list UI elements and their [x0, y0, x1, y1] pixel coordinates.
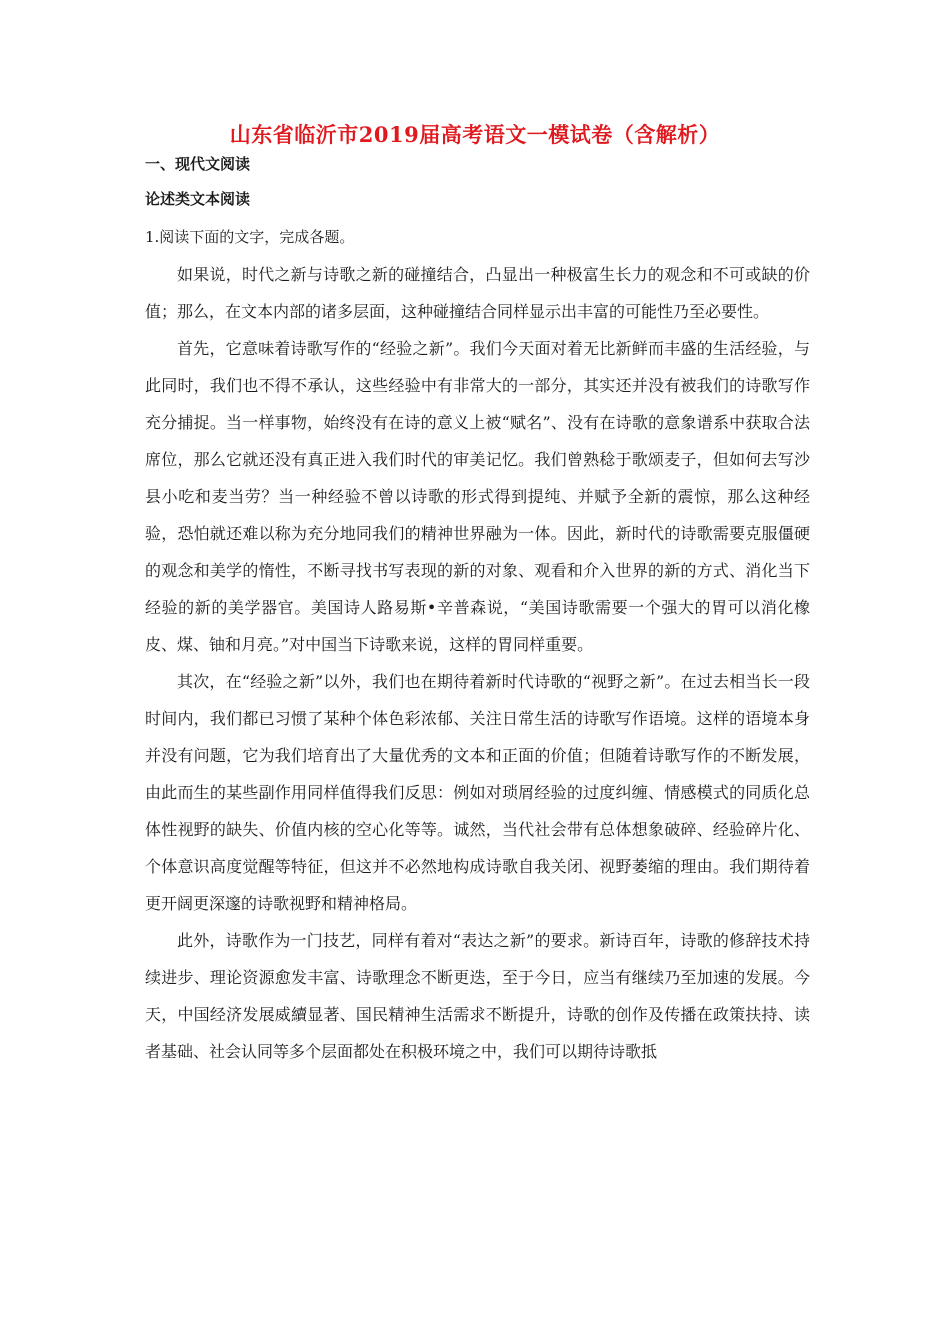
- article-body: [145, 256, 810, 1070]
- paragraph: 如果说，时代之新与诗歌之新的碰撞结合，凸显出一种极富生长力的观念和不可或缺的价值；那么，在文本内部的诸多层面，这种碰撞结合同样显示出丰富的可能性乃至必要性。: [145, 265, 810, 321]
- subsection-heading: 论述类文本阅读: [145, 190, 251, 208]
- document-title: 山东省临沂市2019届高考语文一模试卷（含解析）: [229, 122, 721, 147]
- question-prompt: 1.阅读下面的文字，完成各题。: [145, 228, 355, 246]
- paragraph: 首先，它意味着诗歌写作的“经验之新”。我们今天面对着无比新鲜而丰盛的生活经验，与此同时，我们也不得不承认，这些经验中有非常大的一部分，其实还并没有被我们的诗歌写作充分捕捉。当一样事物，始终没有在诗的意义上被“赋名”、没有在诗歌的意象谱系中获取合法席位，那么它就还没有真正进入我们时代的审美记忆。我们曾熟稔于歌颂麦子，但如何去写沙县小吃和麦当劳？当一种经验不曾以诗歌的形式得到提纯、并赋予全新的震惊，那么这种经验，恐怕就还难以称为充分地同我们的精神世界融为一体。因此，新时代的诗歌需要克服僵硬的观念和美学的惰性，不断寻找书写表现的新的对象、观看和介入世界的新的方式、消化当下经验的新的美学器官。美国诗人路易斯•辛普森说，“美国诗歌需要一个强大的胃可以消化橡皮、煤、铀和月亮。”对中国当下诗歌来说，这样的胃同样重要。: [145, 339, 810, 654]
- section-heading: 一、现代文阅读: [145, 155, 251, 173]
- paragraph: 此外，诗歌作为一门技艺，同样有着对“表达之新”的要求。新诗百年，诗歌的修辞技术持续进步、理论资源愈发丰富、诗歌理念不断更迭，至于今日，应当有继续乃至加速的发展。今天，中国经济发展威續显著、国民精神生活需求不断提升，诗歌的创作及传播在政策扶持、读者基础、社会认同等多个层面都处在积极环境之中，我们可以期待诗歌抵: [145, 931, 810, 1061]
- paragraph: 其次，在“经验之新”以外，我们也在期待着新时代诗歌的“视野之新”。在过去相当长一段时间内，我们都已习惯了某种个体色彩浓郁、关注日常生活的诗歌写作语境。这样的语境本身并没有问题，它为我们培育出了大量优秀的文本和正面的价值；但随着诗歌写作的不断发展，由此而生的某些副作用同样值得我们反思：例如对琐屑经验的过度纠缠、情感模式的同质化总体性视野的缺失、价值内核的空心化等等。诚然，当代社会带有总体想象破碎、经验碎片化、个体意识高度觉醒等特征，但这并不必然地构成诗歌自我关闭、视野萎缩的理由。我们期待着更开阔更深邃的诗歌视野和精神格局。: [145, 672, 810, 913]
